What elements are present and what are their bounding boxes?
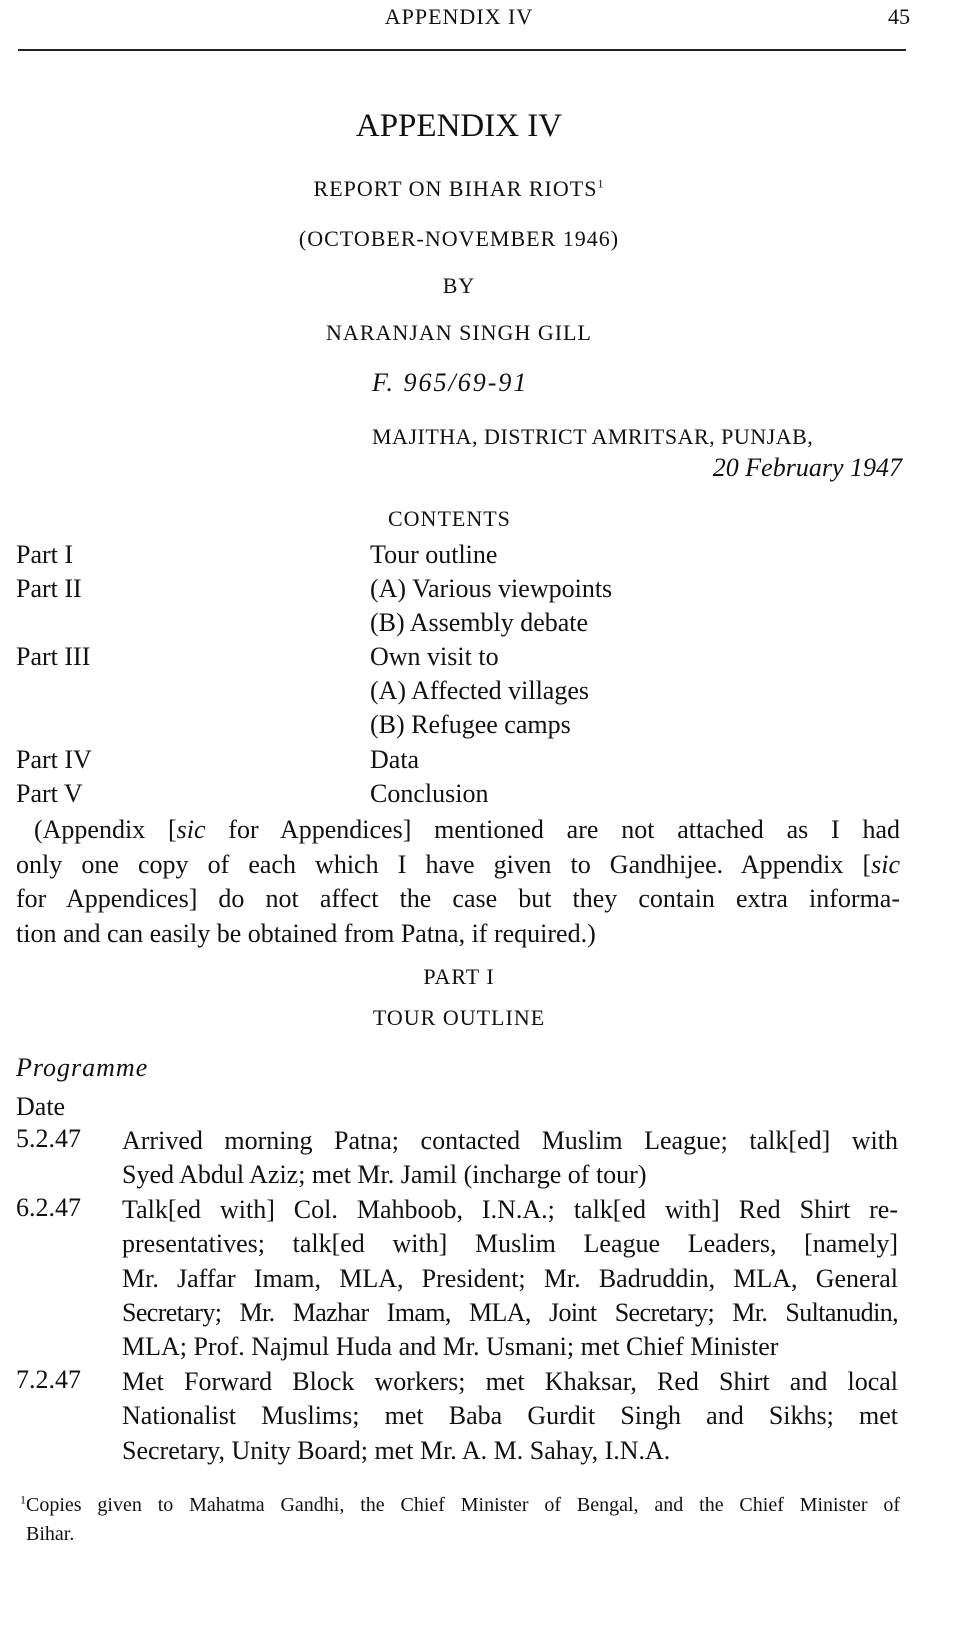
footnote-text: Copies given to Mahatma Gandhi, the Chief Minister of Bengal, and the Chief Minister of: [26, 1494, 900, 1516]
page-number: 45: [888, 4, 910, 29]
running-header-title: APPENDIX IV: [384, 4, 534, 29]
contents-item: Data: [370, 745, 420, 774]
note-line: tion and can easily be obtained from Patna, if required.): [16, 918, 596, 948]
contents-heading: CONTENTS: [388, 506, 511, 531]
header-rule: [18, 49, 906, 51]
entry-line: Secretary, Unity Board; met Mr. A. M. Sahay, I.N.A.: [122, 1435, 671, 1465]
entry-line: MLA; Prof. Najmul Huda and Mr. Usmani; met Chief Minister: [122, 1332, 779, 1362]
entry-line: Arrived morning Patna; contacted Muslim League; talk[ed] with: [122, 1126, 898, 1155]
contents-part: Part IV: [16, 745, 92, 774]
entry-date: 6.2.47: [16, 1193, 81, 1222]
place-line: MAJITHA, DISTRICT AMRITSAR, PUNJAB,: [372, 424, 814, 449]
contents-item: (A) Affected villages: [370, 676, 589, 705]
date-column-heading: Date: [16, 1092, 66, 1121]
entry-line: Met Forward Block workers; met Khaksar, Red Shirt and local: [122, 1367, 898, 1396]
entry-line: Secretary; Mr. Mazhar Imam, MLA, Joint Secretary; Mr. Sultanudin,: [122, 1297, 898, 1327]
footnote-line: [20, 1491, 900, 1520]
footnote-line: Bihar.: [26, 1523, 75, 1545]
note-line: only one copy of each which I have given to Gandhijee. Appendix [sic: [16, 849, 900, 879]
footnote: [20, 1491, 900, 1549]
programme-heading: Programme: [16, 1053, 149, 1082]
entry-text: [122, 1193, 898, 1364]
note-line: (Appendix [sic for Appendices] mentioned are not attached as I had: [34, 815, 900, 844]
contents-part: Part V: [16, 779, 83, 808]
author-name: NARANJAN SINGH GILL: [326, 320, 592, 345]
report-dates: (OCTOBER-NOVEMBER 1946): [298, 226, 620, 251]
entry-text: [122, 1365, 898, 1468]
contents-item: (B) Assembly debate: [370, 608, 589, 637]
appendix-note-paragraph: [16, 813, 900, 951]
contents-item: (B) Refugee camps: [370, 710, 571, 739]
entry-line: Nationalist Muslims; met Baba Gurdit Singh and Sikhs; met: [122, 1401, 898, 1431]
entry-line: presentatives; talk[ed with] Muslim League Leaders, [namely]: [122, 1229, 898, 1259]
contents-item: Own visit to: [370, 642, 499, 671]
entry-date: 7.2.47: [16, 1365, 81, 1394]
part-subheading: TOUR OUTLINE: [372, 1005, 546, 1030]
report-subtitle-text: REPORT ON BIHAR RIOTS: [313, 176, 598, 201]
contents-part: Part I: [16, 540, 74, 569]
contents-item: (A) Various viewpoints: [370, 574, 613, 603]
contents-item: Tour outline: [370, 540, 498, 569]
entry-line: Mr. Jaffar Imam, MLA, President; Mr. Badruddin, MLA, General: [122, 1263, 898, 1293]
footnote-mark: 1: [597, 176, 605, 191]
report-subtitle: [0, 176, 918, 202]
entry-line: Syed Abdul Aziz; met Mr. Jamil (incharge of tour): [122, 1160, 647, 1190]
byline-by: BY: [442, 273, 476, 298]
contents-part: Part II: [16, 574, 82, 603]
contents-item: Conclusion: [370, 779, 489, 808]
part-heading: PART I: [423, 964, 495, 989]
entry-date: 5.2.47: [16, 1124, 81, 1153]
note-line: for Appendices] do not affect the case but they contain extra informa-: [16, 884, 900, 913]
entry-text: [122, 1124, 898, 1193]
footnote-number: 1: [20, 1492, 26, 1507]
entry-line: Talk[ed with] Col. Mahboob, I.N.A.; talk[ed with] Red Shirt re-: [122, 1195, 898, 1224]
contents-part: Part III: [16, 642, 91, 671]
file-reference: F. 965/69-91: [372, 368, 529, 397]
letter-date: 20 February 1947: [712, 453, 902, 482]
appendix-title: APPENDIX IV: [355, 108, 563, 144]
